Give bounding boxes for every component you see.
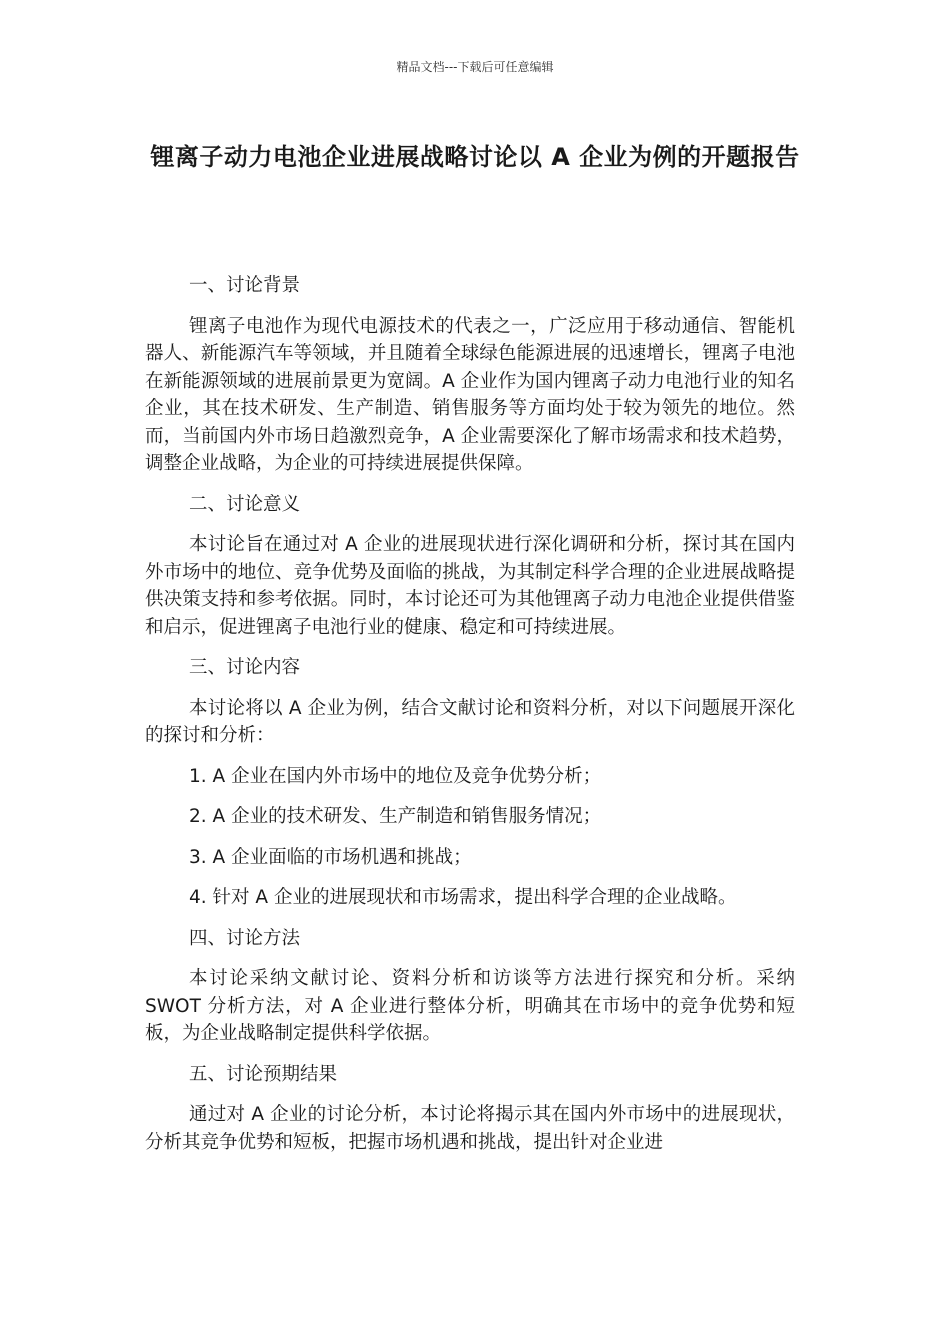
paragraph-significance: 本讨论旨在通过对 A 企业的进展现状进行深化调研和分析，探讨其在国内外市场中的地位、竞争优势及面临的挑战，为其制定科学合理的企业进展战略提供决策支持和参考依据。同时，本讨论还可为其他锂离子动力电池企业提供借鉴和启示，促进锂离子电池行业的健康、稳定和可持续进展。 <box>145 534 795 638</box>
list-item: 3. A 企业面临的市场机遇和挑战； <box>189 846 472 868</box>
section-heading-content: 三、讨论内容 <box>189 657 301 678</box>
section-heading-results: 五、讨论预期结果 <box>189 1063 338 1085</box>
section-heading-methods: 四、讨论方法 <box>189 927 301 949</box>
page-header-watermark: 精品文档---下载后可任意编辑 <box>396 60 554 74</box>
list-item: 1. A 企业在国内外市场中的地位及竞争优势分析； <box>189 765 602 787</box>
section-heading-significance: 二、讨论意义 <box>189 493 301 515</box>
paragraph-content: 本讨论将以 A 企业为例，结合文献讨论和资料分析，对以下问题展开深化的探讨和分析： <box>145 697 795 746</box>
document-body <box>145 272 795 1169</box>
list-item: 4. 针对 A 企业的进展现状和市场需求，提出科学合理的企业战略。 <box>189 887 737 908</box>
paragraph-background: 锂离子电池作为现代电源技术的代表之一，广泛应用于移动通信、智能机器人、新能源汽车等领域，并且随着全球绿色能源进展的迅速增长，锂离子电池在新能源领域的进展前景更为宽阔。A 企业作为国内锂离子动力电池行业的知名企业，其在技术研发、生产制造、销售服务等方面均处于较为领先的地位。然而，当前国内外市场日趋激烈竞争，A 企业需要深化了解市场需求和技术趋势，调整企业战略，为企业的可持续进展提供保障。 <box>145 315 795 474</box>
paragraph-results: 通过对 A 企业的讨论分析，本讨论将揭示其在国内外市场中的进展现状，分析其竞争优势和短板，把握市场机遇和挑战，提出针对企业进 <box>145 1104 795 1153</box>
list-item: 2. A 企业的技术研发、生产制造和销售服务情况； <box>189 806 602 827</box>
document-title: 锂离子动力电池企业进展战略讨论以 A 企业为例的开题报告 <box>150 143 800 171</box>
section-heading-background: 一、讨论背景 <box>189 275 301 296</box>
paragraph-methods: 本讨论采纳文献讨论、资料分析和访谈等方法进行探究和分析。采纳 SWOT 分析方法，对 A 企业进行整体分析，明确其在市场中的竞争优势和短板，为企业战略制定提供科学依据。 <box>145 968 795 1044</box>
